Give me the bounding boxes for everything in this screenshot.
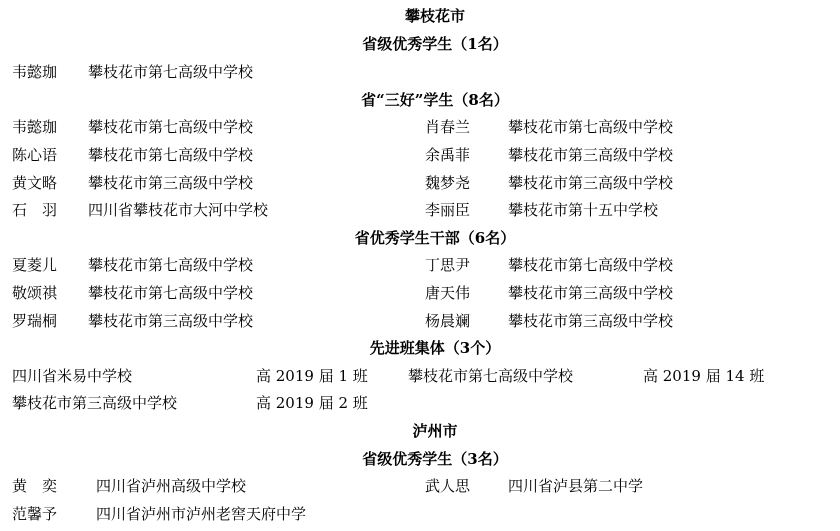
student-name: 丁思尹 <box>425 256 471 274</box>
school-name: 攀枝花市第七高级中学校 <box>508 256 674 274</box>
school-name: 四川省泸州高级中学校 <box>96 477 247 495</box>
section-heading-excellent-students: 省级优秀学生（3名） <box>362 450 508 468</box>
student-name: 唐天伟 <box>425 284 471 302</box>
school-name: 四川省泸县第二中学 <box>508 477 644 495</box>
school-name: 攀枝花市第十五中学校 <box>508 201 659 219</box>
student-name: 黄文略 <box>12 174 58 192</box>
class-name: 高 2019 届 2 班 <box>256 394 368 412</box>
school-name: 攀枝花市第七高级中学校 <box>408 367 574 385</box>
school-name: 攀枝花市第七高级中学校 <box>88 63 254 81</box>
section-heading-excellent-students: 省级优秀学生（1名） <box>362 35 508 53</box>
city-heading-luzhou: 泸州市 <box>412 422 458 440</box>
school-name: 攀枝花市第三高级中学校 <box>88 174 254 192</box>
school-name: 攀枝花市第三高级中学校 <box>508 312 674 330</box>
school-name: 攀枝花市第三高级中学校 <box>12 394 178 412</box>
student-name: 杨晨斓 <box>425 312 471 330</box>
student-name: 陈心语 <box>12 146 58 164</box>
school-name: 攀枝花市第七高级中学校 <box>88 118 254 136</box>
school-name: 四川省攀枝花市大河中学校 <box>88 201 269 219</box>
school-name: 四川省米易中学校 <box>12 367 133 385</box>
student-name: 肖春兰 <box>425 118 471 136</box>
student-name: 石 羽 <box>12 201 58 219</box>
section-heading-advanced-classes: 先进班集体（3个） <box>369 339 501 357</box>
class-name: 高 2019 届 1 班 <box>256 367 368 385</box>
student-name: 武人思 <box>425 477 471 495</box>
city-heading-panzhihua: 攀枝花市 <box>404 7 465 25</box>
class-name: 高 2019 届 14 班 <box>643 367 765 385</box>
student-name: 韦懿珈 <box>12 118 58 136</box>
student-name: 韦懿珈 <box>12 63 58 81</box>
school-name: 攀枝花市第七高级中学校 <box>88 146 254 164</box>
student-name: 敬颂祺 <box>12 284 58 302</box>
section-heading-student-cadres: 省优秀学生干部（6名） <box>354 229 516 247</box>
school-name: 攀枝花市第三高级中学校 <box>508 174 674 192</box>
school-name: 四川省泸州市泸州老窖天府中学 <box>96 505 307 523</box>
school-name: 攀枝花市第七高级中学校 <box>88 256 254 274</box>
school-name: 攀枝花市第三高级中学校 <box>508 284 674 302</box>
section-heading-sanhao-students: 省“三好”学生（8名） <box>361 91 509 109</box>
student-name: 罗瑞桐 <box>12 312 58 330</box>
student-name: 李丽臣 <box>425 201 471 219</box>
student-name: 范馨予 <box>12 505 58 523</box>
school-name: 攀枝花市第三高级中学校 <box>508 146 674 164</box>
student-name: 魏梦尧 <box>425 174 471 192</box>
school-name: 攀枝花市第七高级中学校 <box>508 118 674 136</box>
student-name: 余禹菲 <box>425 146 471 164</box>
school-name: 攀枝花市第三高级中学校 <box>88 312 254 330</box>
school-name: 攀枝花市第七高级中学校 <box>88 284 254 302</box>
student-name: 黄 奕 <box>12 477 58 495</box>
student-name: 夏菱儿 <box>12 256 58 274</box>
